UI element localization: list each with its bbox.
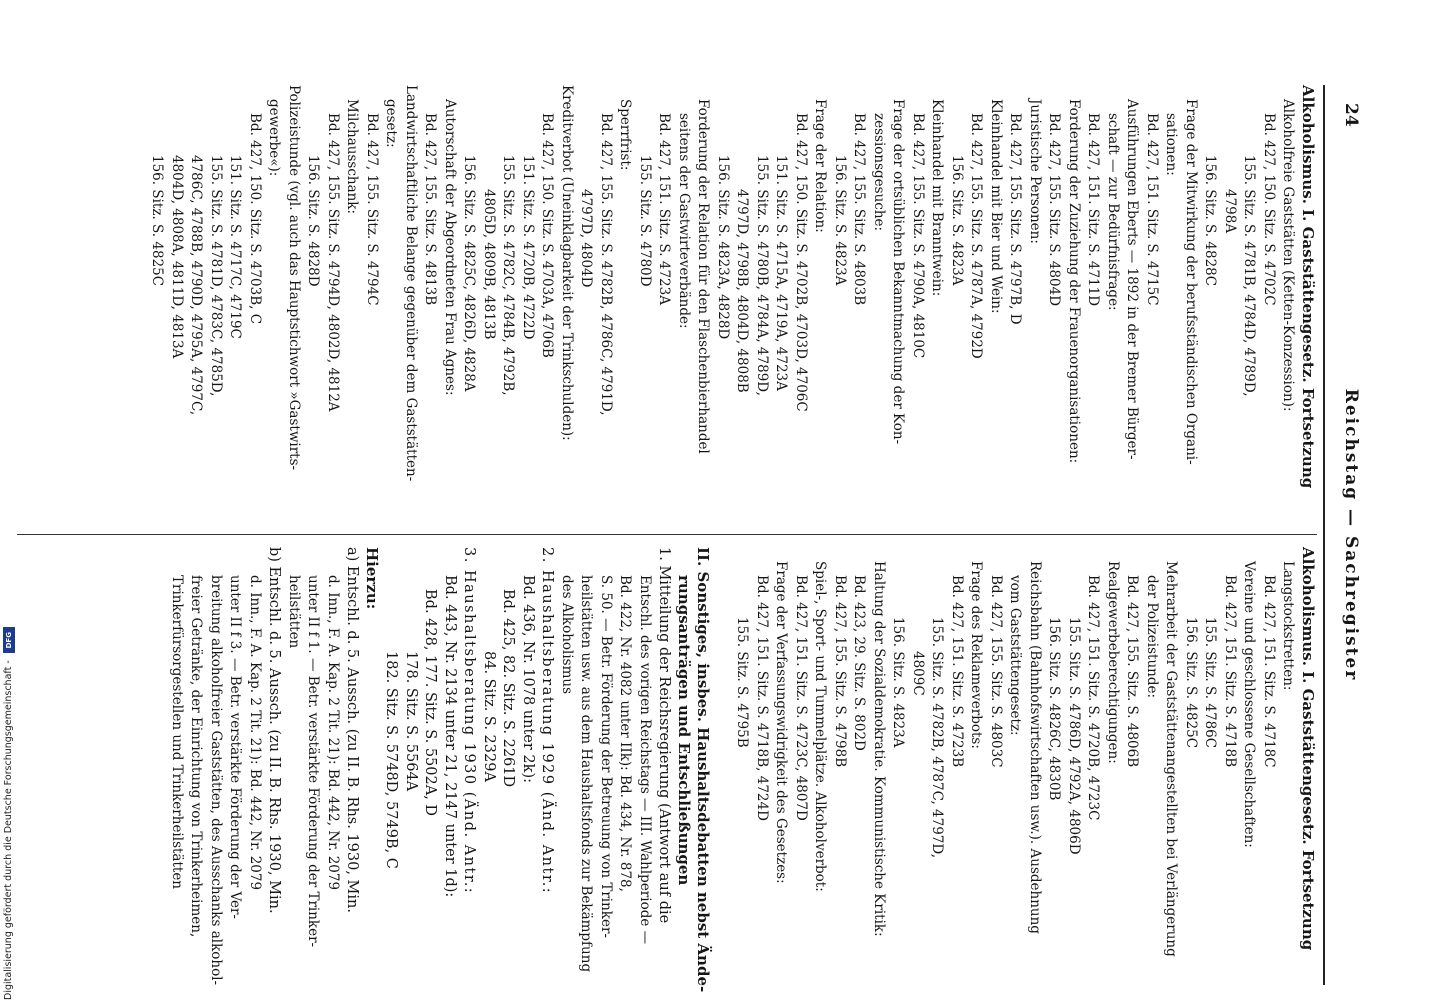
index-entry-line: Bd. 428, 177. Sitz. S. 5502A, D — [422, 589, 439, 817]
index-entry-line — [713, 547, 733, 985]
index-entry-line: Milchausschank: — [344, 99, 361, 215]
left-column — [17, 85, 1317, 520]
index-entry-line: 155. Sitz. S. 4781B, 4784D, 4789D, — [1241, 155, 1258, 397]
index-entry-line: der Polizeistunde: — [1144, 575, 1160, 699]
index-entry-line: Mehrarbeit der Gaststättenangestellten bei Verlängerung — [1163, 561, 1180, 957]
index-entry-line: 156. Sitz. S. 4825C, 4826D, 4828A — [461, 155, 478, 392]
index-entry-line: Bd. 427, 155. Sitz. S. 4794D, 4802D, 4812A — [325, 113, 341, 412]
index-entry-line: 4809C — [910, 651, 926, 696]
index-entry-line: vom Gaststättengesetz: — [1007, 575, 1024, 736]
index-entry-line: Kleinhandel mit Branntwein: — [929, 99, 946, 297]
index-entry-line: Bd. 427, 150. Sitz. S. 4702C — [1261, 113, 1277, 306]
index-entry-line: Frage der Relation: — [812, 99, 829, 233]
index-entry-line: d. Inn., F. A. Kap. 2 Tit. 21): Bd. 442, Nr. 2079 — [247, 575, 263, 891]
index-entry-line: Sperrfrist: — [617, 99, 634, 171]
index-entry-line: gesetz: — [383, 99, 400, 148]
index-entry-line: Reichsbahn (Bahnhofswirtschaften usw.). Ausdehnung — [1027, 561, 1043, 934]
index-entry-line: Bd. 427, 155. Sitz. S. 4804D — [1046, 113, 1063, 307]
index-entry-line: Bd. 427, 151. Sitz. S. 4718C — [1261, 575, 1277, 768]
index-entry-line: a) Entschl. d. 5. Aussch. (zu II. B. Rhs. 1930, Min. — [344, 547, 361, 913]
index-entry-line: gewerbe«): — [266, 99, 283, 177]
index-entry-line: Bd. 427, 155. Sitz. S. 4794C — [364, 113, 380, 306]
index-entry-line: 155. Sitz. S. 4782B, 4787C, 4797D, — [929, 617, 946, 859]
index-entry-line: schaft — zur Bedürfnisfrage: — [1105, 113, 1121, 311]
index-entry-line: Realgewerbeberechtigungen: — [1105, 561, 1121, 764]
index-entry-line: 156. Sitz. S. 4823A — [832, 155, 848, 286]
index-entry-line: 156. Sitz. S. 4823A — [890, 617, 907, 748]
header-rule — [1323, 85, 1325, 985]
index-entry-line: breitung alkoholfreier Gaststätten, des Ausschanks alkohol- — [208, 575, 224, 986]
index-entry-line: 155. Sitz. S. 4786C — [1202, 617, 1219, 749]
index-entry-line: Bd. 427, 151. Sitz. S. 4711D — [1085, 113, 1102, 307]
index-entry-line: Bd. 427, 155. Sitz. S. 4813B — [422, 113, 439, 306]
index-entry-line: 156. Sitz. S. 4826C, 4830B — [1046, 617, 1063, 801]
index-entry-line: Frage der Verfassungswidrigkeit des Gesetzes: — [773, 561, 790, 884]
page-number: 24 — [1341, 103, 1361, 127]
index-entry-line: Bd. 427, 155. Sitz. S. 4803B — [851, 113, 868, 306]
index-entry-line: 4797D, 4798B, 4804D, 4808B — [734, 189, 751, 393]
index-entry-line: Bd. 427, 150. Sitz. S. 4702B, 4703D, 4706C — [793, 113, 809, 412]
index-entry-line: Spiel-, Sport- und Tummelplätze. Alkoholverbot: — [812, 561, 829, 892]
index-entry-line: 1. Mitteilung der Reichsregierung (Antwort auf die — [656, 547, 673, 924]
index-entry-line: Bd. 427, 150. Sitz. S. 4703B, C — [247, 113, 263, 325]
index-entry-line: Ausführungen Eberts — 1892 in der Bremer Bürger- — [1124, 99, 1141, 460]
section-heading: II. Sonstiges, insbes. Haushaltsdebatten nebst Ände- — [694, 547, 713, 993]
index-entry-line: Bd. 427, 155. Sitz. S. 4782B, 4786C, 4791D, — [598, 113, 614, 416]
index-entry-line: 156. Sitz. S. 4823A — [949, 155, 965, 286]
index-entry-line: 155. Sitz. S. 4782C, 4784B, 4792B, — [500, 155, 517, 396]
index-entry-line: Bd. 443, Nr. 2134 unter 21, 2147 unter 1d): — [442, 575, 458, 898]
index-entry-line: Bd. 427, 155. Sitz. S. 4787A, 4792D — [968, 113, 985, 359]
index-entry-line: 182. Sitz. S. 5748D, 5749B, C — [383, 651, 400, 869]
index-entry-line: des Alkoholismus — [559, 575, 575, 695]
section-heading: rungsanträgen und Entschließungen — [675, 575, 693, 886]
document-page — [5, 85, 1365, 993]
digitization-credit — [2, 627, 16, 1000]
right-column — [17, 547, 1317, 993]
index-entry-line: Kleinhandel mit Bier und Wein: — [988, 99, 1004, 314]
index-entry-line: 151. Sitz. S. 4715A, 4719A, 4723A — [773, 155, 790, 391]
index-entry-line: 4805D, 4809B, 4813B — [481, 189, 497, 340]
column-divider — [17, 534, 1317, 535]
index-entry-line: unter II f 1. — Betr. verstärkte Förderung der Trinker- — [305, 575, 322, 948]
index-entry-line: freier Getränke, der Einrichtung von Trinkerheimen, — [188, 575, 205, 938]
section-heading: Alkoholismus. I. Gaststättengesetz. Fortsetzung — [1299, 85, 1317, 489]
index-entry-line: Bd. 427, 151. Sitz. S. 4715C — [1144, 113, 1160, 306]
index-entry-line: 3. Haushaltsberatung 1930 (Änd. Antr.: — [461, 547, 478, 895]
index-entry-line: seitens der Gastwirteverbände: — [676, 113, 692, 329]
index-entry-line: Bd. 427, 151. Sitz. S. 4720B, 4723C — [1085, 575, 1102, 821]
index-entry-line: Bd. 427, 151. Sitz. S. 4718B — [1222, 575, 1238, 768]
index-entry-line: Bd. 436, Nr. 1078 unter 2k): — [520, 575, 536, 783]
index-entry-line: Bd. 427, 155. Sitz. S. 4790A, 4810C — [910, 113, 926, 359]
index-entry-line: Trinkerfürsorgestellen und Trinkerheilstätten — [169, 575, 185, 890]
index-entry-line: Forderung der Relation für den Flaschenbierhandel — [695, 99, 712, 454]
index-entry-line: Bd. 427, 155. Sitz. S. 4803C — [988, 575, 1004, 768]
index-entry-line: Bd. 422, Nr. 4082 unter IIk): Bd. 434, Nr. 878, — [617, 575, 634, 892]
index-entry-line: Vereine und geschlossene Gesellschaften: — [1241, 561, 1258, 848]
index-entry-line: 4797D, 4804D — [578, 189, 595, 288]
index-entry-line: d. Inn., F. A. Kap. 2 Tit. 21): Bd. 442, Nr. 2079 — [325, 575, 341, 891]
index-entry-line: Langstockstretten: — [1280, 561, 1297, 691]
index-entry-line: Bd. 427, 151. Sitz. S. 4718B, 4724D — [754, 575, 770, 821]
index-entry-line: 155. Sitz. S. 4780B, 4784A, 4789D, — [754, 155, 770, 396]
index-entry-line: Polizeistunde (vgl. auch das Hauptstichwort »Gastwirts- — [286, 85, 302, 471]
index-entry-line: 156. Sitz. S. 4823A, 4828D — [715, 155, 731, 340]
index-entry-line: 155. Sitz. S. 4780D — [637, 155, 653, 287]
index-entry-line: 84. Sitz. S. 2329A — [481, 651, 497, 782]
index-entry-line: 155. Sitz. S. 4786D, 4792A, 4806D — [1066, 617, 1082, 855]
index-entry-line: Landwirtschaftliche Belange gegenüber dem Gaststätten- — [403, 85, 419, 482]
index-entry-line: 156. Sitz. S. 4825C — [1183, 617, 1199, 749]
index-entry-line: Frage der ortsüblichen Bekanntmachung der Kon- — [890, 99, 907, 445]
index-entry-line: Bd. 427, 155. Sitz. S. 4798B — [832, 575, 848, 768]
index-entry-line: 156. Sitz. S. 4828C — [1202, 155, 1219, 287]
index-entry-line: Bd. 427, 155. Sitz. S. 4806B — [1124, 575, 1141, 768]
index-entry-line: Entschl. des vorigen Reichstags — III. Wahlperiode — — [637, 575, 653, 945]
index-entry-line: 2. Haushaltsberatung 1929 (Änd. Antr.: — [539, 547, 556, 895]
index-entry-line: b) Entschl. d. 5. Aussch. (zu II. B. Rhs. 1930, Min. — [266, 547, 283, 914]
index-entry-line: Bd. 425, 82. Sitz. S. 2261D — [500, 589, 517, 788]
index-entry-line: 4804D, 4808A, 4811D, 4813A — [169, 155, 185, 359]
index-entry-line: 151. Sitz. S. 4720B, 4722D — [520, 155, 536, 340]
index-entry-line: heilstätten — [286, 575, 302, 649]
index-entry-line: 151. Sitz. S. 4717C, 4719C — [227, 155, 244, 339]
index-entry-line: 156. Sitz. S. 4825C — [149, 155, 166, 287]
index-entry-line: S. 50. — Betr. Förderung der Betreuung von Trinker- — [598, 575, 614, 938]
index-entry-line: 4798A — [1222, 189, 1238, 234]
section-heading: Alkoholismus. I. Gaststättengesetz. Fortsetzung — [1299, 547, 1317, 951]
index-entry-line: 178. Sitz. S. 5564A — [403, 651, 419, 792]
index-entry-line: Alkoholfreie Gaststätten (Ketten-Konzession): — [1280, 99, 1297, 412]
index-entry-line: Forderung der Zuziehung der Frauenorganisationen: — [1066, 99, 1082, 464]
index-entry-line: Autorschaft der Abgeordneten Frau Agnes: — [442, 99, 458, 396]
index-entry-line: Bd. 427, 151. Sitz. S. 4723B — [949, 575, 965, 768]
index-entry-line: Bd. 427, 151. Sitz. S. 4723A — [656, 113, 673, 305]
index-entry-line: zessionsgesuche: — [871, 113, 887, 232]
index-entry-line: Bd. 427, 155. Sitz. S. 4797B, D — [1007, 113, 1024, 325]
index-entry-line: Bd. 427, 151. Sitz. S. 4723C, 4807D — [793, 575, 809, 821]
index-entry-line: 155. Sitz. S. 4795B — [734, 617, 751, 748]
index-entry-line: 156. Sitz. S. 4828D — [305, 155, 322, 287]
index-entry-line: Kreditverbot (Uneinklagbarkeit der Trinkschulden): — [559, 85, 575, 441]
index-entry-line: Juristische Personen: — [1027, 99, 1043, 244]
index-entry-line: unter II f 3. — Betr. verstärkte Förderung der Ver- — [227, 575, 244, 919]
dfg-logo: DFG — [3, 627, 15, 653]
index-entry-line: heilstätten usw. aus dem Haushaltsfonds zur Bekämpfung — [578, 575, 595, 973]
page-title: Reichstag — Sachregister — [1341, 388, 1361, 682]
credit-text: Digitalisierung gefördert durch die Deutsche Forschungsgemeinschaft - — [3, 660, 14, 1000]
section-heading: Hierzu: — [363, 547, 381, 610]
index-entry-line: Frage der Mitwirkung der berufsständischen Organi- — [1183, 99, 1199, 465]
index-entry-line: Haltung der Sozialdemokratie. Kommunistische Kritik: — [871, 561, 887, 937]
index-entry-line: 4786C, 4788B, 4790D, 4795A, 4797C, — [188, 155, 205, 416]
index-entry-line: 155. Sitz. S. 4781D, 4783C, 4785D, — [208, 155, 224, 397]
index-entry-line: Bd. 427, 150. Sitz. S. 4703A, 4706B — [539, 113, 556, 358]
index-entry-line: Frage des Reklameverbots: — [968, 561, 985, 749]
index-entry-line: sationen: — [1163, 113, 1180, 176]
index-entry-line: Bd. 423, 29. Sitz. S. 802D — [851, 575, 868, 751]
